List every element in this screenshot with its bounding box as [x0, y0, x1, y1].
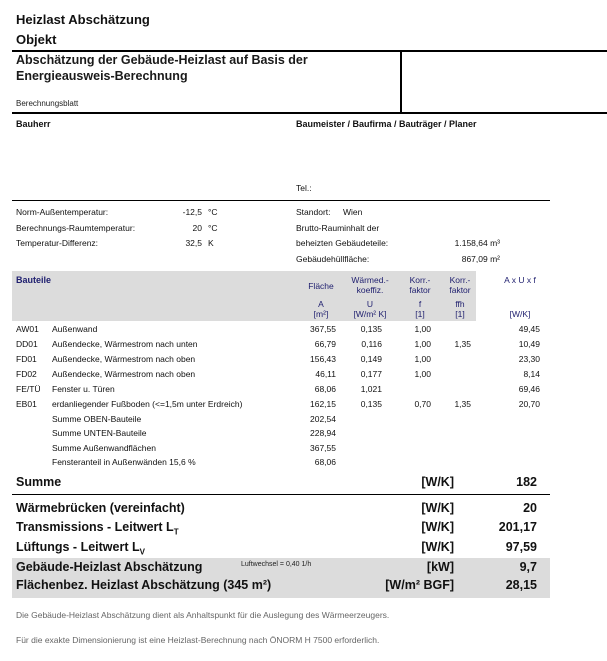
table-summary-row: Summe OBEN-Bauteile 202,54	[52, 414, 336, 424]
specific-heatload-label: Flächenbez. Heizlast Abschätzung (345 m²)	[16, 578, 272, 592]
heatload-value: 9,7	[519, 560, 537, 574]
location-value: Wien	[343, 207, 363, 217]
envelope-label: Gebäudehüllfläche:	[296, 254, 370, 264]
table-row: AW01 Außenwand 367,55 0,135 1,00 49,45	[16, 324, 540, 334]
note-line-2: Für die exakte Dimensionierung ist eine Heizlast-Berechnung nach ÖNORM H 7500 erforderlich.	[16, 635, 380, 645]
table-header-f-factor: Korr.- faktor f [1]	[409, 275, 431, 319]
thermal-bridges-unit: [W/K]	[421, 501, 454, 515]
table-summary-row: Summe UNTEN-Bauteile 228,94	[52, 428, 336, 438]
owner-label: Bauherr	[16, 119, 51, 129]
outside-temp-label: Norm-Außentemperatur:	[16, 207, 109, 217]
transmission-value: 201,17	[498, 520, 537, 534]
table-header-area: Fläche A [m²]	[308, 281, 334, 319]
outside-temp-value: -12,5	[182, 207, 202, 217]
table-row: FD02 Außendecke, Wärmestrom nach oben 46,11 0,177 1,00 8,14	[16, 369, 540, 379]
sum-rule	[12, 494, 550, 495]
volume-label-1: Brutto-Rauminhalt der	[296, 223, 380, 233]
location-label: Standort:	[296, 207, 331, 217]
specific-heatload-value: 28,15	[505, 578, 537, 592]
parties-rule	[12, 200, 550, 201]
ventilation-unit: [W/K]	[421, 540, 454, 554]
sum-value: 182	[516, 475, 537, 489]
table-row: FE/TÜ Fenster u. Türen 68,06 1,021 69,46	[16, 384, 540, 394]
table-summary-row: Summe Außenwandflächen 367,55	[52, 443, 336, 453]
envelope-value: 867,09 m²	[461, 254, 500, 264]
table-row: DD01 Außendecke, Wärmestrom nach unten 66,79 0,116 1,00 1,35 10,49	[16, 339, 540, 349]
tel-label: Tel.:	[296, 183, 312, 193]
thermal-bridges-value: 20	[523, 501, 537, 515]
table-row: EB01 erdanliegender Fußboden (<=1,5m unter Erdreich) 162,15 0,135 0,70 1,35 20,70	[16, 399, 540, 409]
heatload-unit: [kW]	[426, 560, 454, 574]
temp-diff-unit: K	[208, 238, 214, 248]
table-header-ffh-factor: Korr.- faktor ffh [1]	[449, 275, 471, 319]
ventilation-label: Lüftungs - Leitwert $L_V$	[16, 540, 145, 557]
room-temp-unit: °C	[208, 223, 218, 233]
outside-temp-unit: °C	[208, 207, 218, 217]
specific-heatload-unit: [W/m² BGF]	[385, 578, 454, 592]
table-header-auf: A x U x f [W/K]	[504, 275, 536, 319]
room-temp-value: 20	[192, 223, 202, 233]
table-row: FD01 Außendecke, Wärmestrom nach oben 156,43 0,149 1,00 23,30	[16, 354, 540, 364]
transmission-label: Transmissions - Leitwert $L_T$	[16, 520, 179, 537]
sum-unit: [W/K]	[421, 475, 454, 489]
note-line-1: Die Gebäude-Heizlast Abschätzung dient als Anhaltspunkt für die Auslegung des Wärmeerzeugers.	[16, 610, 390, 620]
volume-value: 1.158,64 m³	[454, 238, 500, 248]
air-change-rate: Luftwechsel = 0,40 1/h	[241, 561, 312, 568]
table-header-component: Bauteile	[16, 275, 52, 285]
temp-diff-label: Temperatur-Differenz:	[16, 238, 99, 248]
subtitle-line-2: Energieausweis-Berechnung	[16, 69, 188, 83]
transmission-unit: [W/K]	[421, 520, 454, 534]
volume-label-2: beheizten Gebäudeteile:	[296, 238, 389, 248]
sum-label: Summe	[16, 475, 62, 489]
thermal-bridges-label: Wärmebrücken (vereinfacht)	[16, 501, 185, 515]
subtitle-line-1: Abschätzung der Gebäude-Heizlast auf Basis der	[16, 53, 308, 67]
object-label: Objekt	[16, 32, 57, 47]
table-summary-row: Fensteranteil in Außenwänden 15,6 % 68,06	[52, 457, 336, 467]
header-bottom-rule	[12, 112, 607, 114]
room-temp-label: Berechnungs-Raumtemperatur:	[16, 223, 136, 233]
header-vertical-rule	[400, 51, 402, 114]
ventilation-value: 97,59	[505, 540, 537, 554]
table-header-u-value: Wärmed.- koeffiz. U [W/m² K]	[351, 275, 389, 319]
heatload-label: Gebäude-Heizlast Abschätzung	[16, 560, 203, 574]
temp-diff-value: 32,5	[185, 238, 202, 248]
sheet-label: Berechnungsblatt	[16, 99, 79, 108]
builder-label: Baumeister / Baufirma / Bauträger / Planer	[296, 119, 477, 129]
document-title: Heizlast Abschätzung	[16, 12, 150, 27]
